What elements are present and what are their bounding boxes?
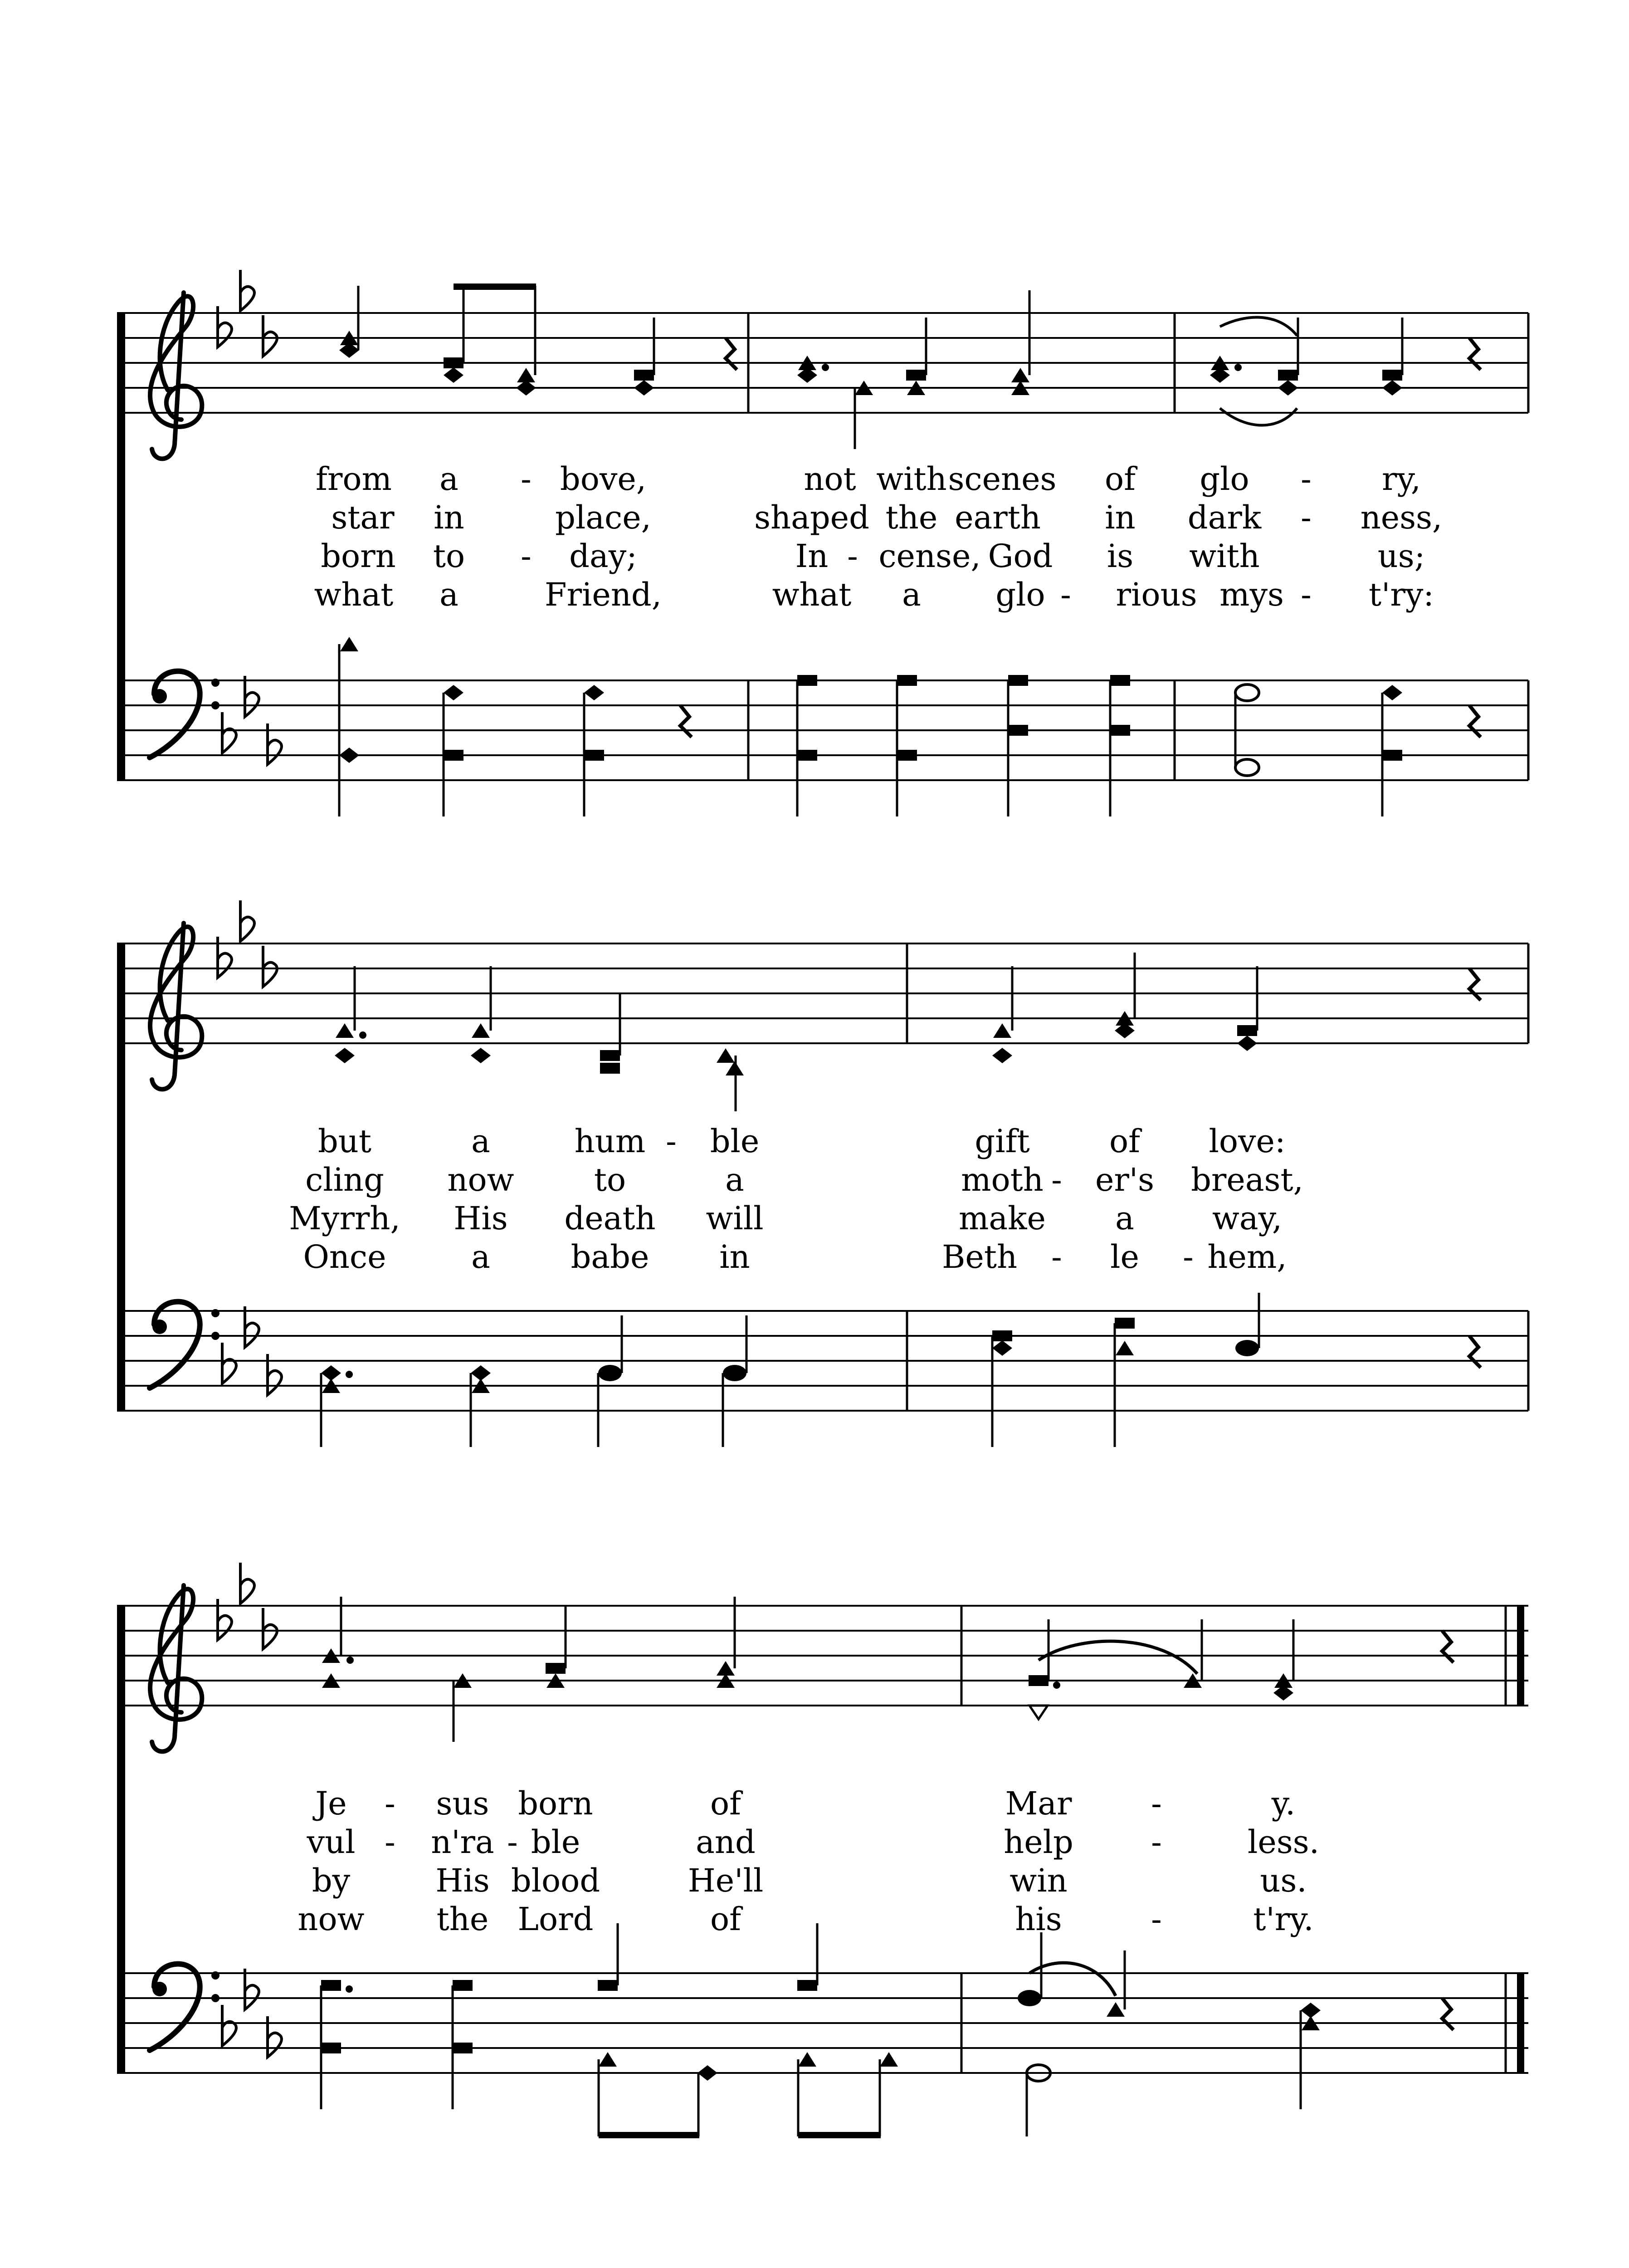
lyric-syllable: - xyxy=(385,1823,395,1861)
lyric-syllable: cense, xyxy=(878,538,981,575)
lyric-syllable: mys xyxy=(1219,576,1284,613)
lyric-syllable: bove, xyxy=(560,460,647,498)
lyric-syllable: will xyxy=(706,1200,764,1237)
lyric-syllable: death xyxy=(564,1200,656,1237)
lyric-syllable: - xyxy=(1301,576,1312,613)
system-brace xyxy=(117,1606,125,2073)
lyric-syllable: a xyxy=(439,460,458,498)
lyric-syllable: hem, xyxy=(1207,1238,1287,1276)
treble-clef-icon xyxy=(150,923,202,1089)
lyric-syllable: - xyxy=(1301,499,1312,536)
system-1 xyxy=(117,270,1528,816)
lyric-syllable: in xyxy=(719,1238,750,1276)
lyric-syllable: - xyxy=(1151,1785,1162,1822)
lyric-syllable: - xyxy=(1060,576,1071,613)
lyric-syllable: way, xyxy=(1212,1200,1283,1237)
lyrics-system-3 xyxy=(298,1785,1319,1938)
treble-clef-icon xyxy=(150,293,202,459)
lyric-syllable: vul xyxy=(307,1823,356,1861)
notes xyxy=(321,1293,1481,1447)
lyric-syllable: help xyxy=(1004,1823,1073,1861)
lyric-syllable: to xyxy=(433,538,465,575)
lyric-syllable: ble xyxy=(710,1123,760,1160)
lyric-syllable: cling xyxy=(305,1161,384,1198)
notes xyxy=(339,284,1481,449)
lyric-syllable: glo xyxy=(1200,460,1249,498)
lyric-syllable: a xyxy=(471,1238,490,1276)
lyric-syllable: Once xyxy=(303,1238,386,1276)
lyric-syllable: - xyxy=(521,538,532,575)
lyric-syllable: to xyxy=(594,1161,626,1198)
lyric-syllable: now xyxy=(447,1161,514,1198)
lyric-syllable: - xyxy=(1301,460,1312,498)
lyric-syllable: in xyxy=(1105,499,1136,536)
lyric-syllable: His xyxy=(454,1200,508,1237)
lyric-syllable: us; xyxy=(1377,538,1425,575)
lyric-syllable: - xyxy=(1051,1161,1062,1198)
lyric-syllable: but xyxy=(317,1123,372,1160)
flat-icon xyxy=(222,712,236,753)
notes xyxy=(339,637,1481,816)
lyric-syllable: ry, xyxy=(1382,460,1421,498)
system-3 xyxy=(117,1563,1528,2138)
lyric-syllable: - xyxy=(847,538,858,575)
lyric-syllable: - xyxy=(666,1123,677,1160)
lyric-syllable: breast, xyxy=(1191,1161,1303,1198)
lyric-syllable: with xyxy=(1189,538,1260,575)
treble-clef-icon xyxy=(150,1585,202,1751)
lyric-syllable: - xyxy=(1051,1238,1062,1276)
system-brace xyxy=(117,313,125,780)
lyric-syllable: Je xyxy=(315,1785,347,1822)
lyric-syllable: day; xyxy=(569,538,637,575)
lyric-syllable: by xyxy=(312,1862,351,1899)
lyric-syllable: born xyxy=(518,1785,593,1822)
lyric-syllable: Lord xyxy=(517,1901,594,1938)
treble-staff-3 xyxy=(117,1563,1528,1751)
lyric-syllable: less. xyxy=(1248,1823,1319,1861)
notes xyxy=(321,1923,1453,2138)
lyric-syllable: hum xyxy=(574,1123,646,1160)
lyric-syllable: a xyxy=(471,1123,490,1160)
lyric-syllable: a xyxy=(439,576,458,613)
flat-icon xyxy=(263,315,277,356)
lyric-syllable: His xyxy=(435,1862,490,1899)
lyric-syllable: love: xyxy=(1209,1123,1286,1160)
bass-staff-2 xyxy=(117,1293,1528,1447)
lyric-syllable: scenes xyxy=(948,460,1057,498)
lyric-syllable: of xyxy=(1109,1123,1141,1160)
lyric-syllable: in xyxy=(434,499,464,536)
lyric-syllable: of xyxy=(710,1901,741,1938)
lyric-syllable: - xyxy=(521,460,532,498)
lyric-syllable: - xyxy=(385,1785,395,1822)
lyric-syllable: t'ry: xyxy=(1369,576,1434,613)
lyric-syllable: a xyxy=(725,1161,744,1198)
lyric-syllable: gift xyxy=(975,1123,1030,1160)
lyric-syllable: Mar xyxy=(1005,1785,1072,1822)
lyric-syllable: le xyxy=(1110,1238,1139,1276)
flat-icon xyxy=(240,1563,254,1603)
flat-icon xyxy=(222,2005,236,2046)
flat-icon xyxy=(245,676,259,717)
lyric-syllable: the xyxy=(885,499,938,536)
system-brace xyxy=(117,943,125,1411)
bass-clef-icon xyxy=(150,1964,219,2050)
lyric-syllable: is xyxy=(1107,538,1134,575)
lyrics-system-1 xyxy=(314,460,1443,613)
lyric-syllable: Beth xyxy=(941,1238,1018,1276)
flat-icon xyxy=(240,270,254,311)
lyric-syllable: moth xyxy=(961,1161,1044,1198)
lyric-syllable: Friend, xyxy=(545,576,662,613)
lyric-syllable: glo xyxy=(995,576,1045,613)
lyric-syllable: and xyxy=(696,1823,756,1861)
lyric-syllable: - xyxy=(1151,1901,1162,1938)
lyric-syllable: of xyxy=(1104,460,1136,498)
lyric-syllable: t'ry. xyxy=(1253,1901,1314,1938)
treble-staff-2 xyxy=(117,900,1528,1111)
lyric-syllable: Myrrh, xyxy=(289,1200,400,1237)
lyric-syllable: - xyxy=(1183,1238,1194,1276)
lyric-syllable: er's xyxy=(1095,1161,1155,1198)
lyric-syllable: God xyxy=(988,538,1053,575)
lyric-syllable: what xyxy=(314,576,394,613)
lyric-syllable: - xyxy=(507,1823,518,1861)
lyric-syllable: from xyxy=(316,460,392,498)
lyric-syllable: us. xyxy=(1260,1862,1307,1899)
bass-clef-icon xyxy=(150,1302,219,1388)
notes xyxy=(322,1597,1453,1742)
lyric-syllable: what xyxy=(772,576,852,613)
lyric-syllable: star xyxy=(331,499,395,536)
lyric-syllable: a xyxy=(902,576,921,613)
lyric-syllable: his xyxy=(1015,1901,1062,1938)
lyric-syllable: place, xyxy=(555,499,651,536)
flat-icon xyxy=(222,1343,236,1383)
lyric-syllable: ble xyxy=(531,1823,580,1861)
flat-icon xyxy=(263,1608,277,1649)
system-2 xyxy=(117,900,1528,1447)
lyric-syllable: not xyxy=(804,460,856,498)
lyric-syllable: blood xyxy=(511,1862,600,1899)
lyric-syllable: of xyxy=(710,1785,741,1822)
lyric-syllable: a xyxy=(1115,1200,1134,1237)
lyric-syllable: earth xyxy=(955,499,1041,536)
lyric-syllable: make xyxy=(959,1200,1046,1237)
bass-staff-1 xyxy=(117,637,1528,816)
lyric-syllable: now xyxy=(298,1901,365,1938)
lyric-syllable: rious xyxy=(1116,576,1197,613)
lyric-syllable: babe xyxy=(571,1238,649,1276)
lyric-syllable: y. xyxy=(1271,1785,1296,1822)
lyric-syllable: the xyxy=(436,1901,489,1938)
flat-icon xyxy=(240,900,254,941)
lyric-syllable: sus xyxy=(436,1785,489,1822)
lyric-syllable: born xyxy=(321,538,396,575)
lyrics-system-2 xyxy=(289,1123,1303,1276)
lyric-syllable: win xyxy=(1010,1862,1068,1899)
bass-staff-3 xyxy=(117,1923,1528,2138)
lyric-syllable: shaped xyxy=(754,499,869,536)
lyric-syllable: ness, xyxy=(1360,499,1443,536)
lyric-syllable: - xyxy=(1151,1823,1162,1861)
flat-icon xyxy=(245,1306,259,1347)
lyric-syllable: dark xyxy=(1187,499,1262,536)
flat-icon xyxy=(263,946,277,987)
lyric-syllable: In xyxy=(795,538,829,575)
lyric-syllable: n'ra xyxy=(431,1823,494,1861)
lyric-syllable: with xyxy=(876,460,947,498)
flat-icon xyxy=(245,1969,259,2009)
treble-staff-1 xyxy=(117,270,1528,459)
bass-clef-icon xyxy=(150,671,219,758)
lyric-syllable: He'll xyxy=(688,1862,764,1899)
